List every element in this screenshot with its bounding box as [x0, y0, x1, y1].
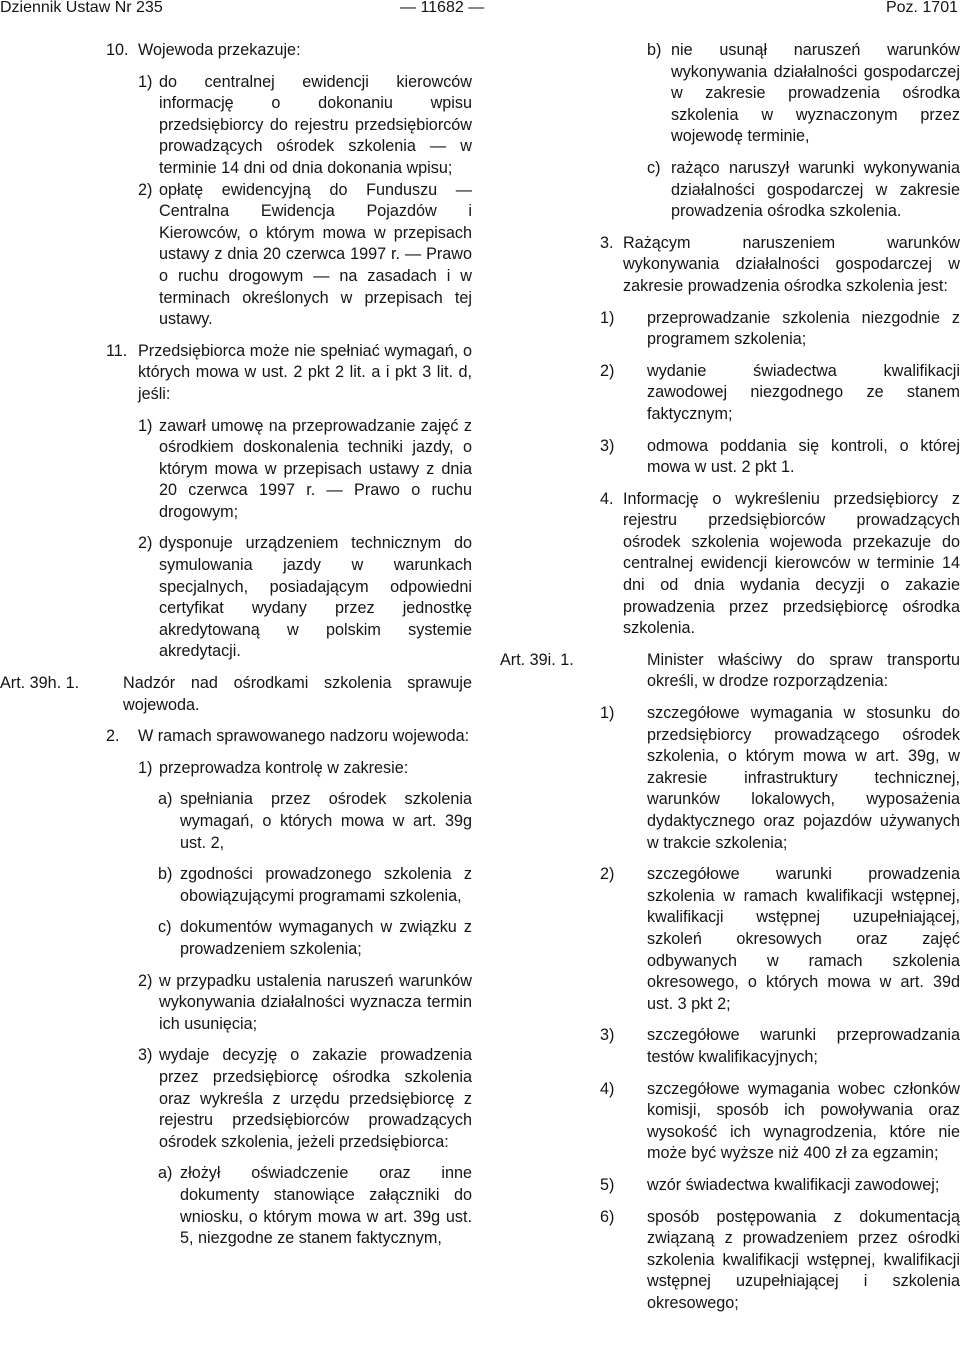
sub-item-label: a) [158, 790, 173, 809]
list-item [524, 1207, 960, 1315]
article-39i-para-1 [500, 650, 960, 693]
right-column [500, 40, 960, 1314]
left-column [0, 40, 472, 1250]
item-label: 2) [138, 180, 153, 199]
paragraph-text: Przedsiębiorca może nie spełniać wymagań, o których mowa w ust. 2 pkt 2 lit. a i pkt 3 lit. d, jeśli: [138, 341, 472, 403]
list-item [524, 308, 960, 351]
item-label: 1) [138, 416, 153, 435]
sub-item [0, 1163, 472, 1249]
article-label: Art. 39h. 1. [0, 674, 80, 693]
journal-title: Dziennik Ustaw Nr 235 [0, 0, 163, 16]
article-39h-para-2 [0, 726, 472, 748]
list-item [0, 758, 472, 780]
page-number: — 11682 — [400, 0, 485, 16]
sub-item-label: c) [647, 158, 661, 177]
item-text: dysponuje urządzeniem technicznym do symulowania jazdy w warunkach specjalnych, posiadającym odpowiedni certyfikat wydany przez jednostkę akredytowaną w polskim systemie akredytacji. [159, 534, 472, 661]
sub-item [0, 789, 472, 854]
sub-item [524, 158, 960, 223]
item-text: szczegółowe wymagania wobec członków komisji, sposób ich powoływania oraz wysokość ich wynagrodzenia, które nie może być wyższe niż 400 zł za egzamin; [647, 1079, 960, 1163]
item-label: 1) [600, 704, 615, 723]
item-label: 1) [600, 308, 615, 327]
item-label: 2) [138, 971, 153, 990]
article-text: Nadzór nad ośrodkami szkolenia sprawuje wojewoda. [123, 674, 472, 714]
list-item [524, 1079, 960, 1165]
paragraph-label: 2. [106, 727, 120, 746]
paragraph-11 [0, 341, 472, 406]
list-item [0, 971, 472, 1036]
item-label: 2) [600, 865, 615, 884]
item-text: zawarł umowę na przeprowadzanie zajęć z ośrodkiem doskonalenia techniki jazdy, o którym mowa w przepisach ustawy z dnia 20 czerwca 1997 r. — Prawo o ruchu drogowym; [159, 416, 472, 521]
list-item [0, 533, 472, 663]
paragraph-text: Informację o wykreśleniu przedsiębiorcy z rejestru przedsiębiorców prowadzących ośrodek szkolenia wojewoda przekazuje do centralnej ewidencji kierowców w terminie 14 dni od dnia wydania decyzji o zakazie prowadzenia przez przedsiębiorcę ośrodka szkolenia. [623, 489, 960, 638]
article-39h-para-1 [0, 673, 472, 716]
list-item [0, 1045, 472, 1153]
item-text: wydanie świadectwa kwalifikacji zawodowej niezgodnego ze stanem faktycznym; [647, 361, 960, 423]
item-label: 1) [138, 72, 153, 91]
item-label: 3) [138, 1046, 153, 1065]
paragraph-label: 11. [106, 341, 128, 360]
paragraph-label: 3. [600, 233, 614, 252]
item-text: przeprowadza kontrolę w zakresie: [159, 758, 409, 777]
sub-item-label: c) [158, 918, 172, 937]
item-label: 3) [600, 1026, 615, 1045]
item-text: wzór świadectwa kwalifikacji zawodowej; [647, 1175, 940, 1194]
item-text: opłatę ewidencyjną do Funduszu — Centralna Ewidencja Pojazdów i Kierowców, o którym mowa w przepisach ustawy z dnia 20 czerwca 1997 r. — Prawo o ruchu drogowym — na zasadach i w terminach określonych w przepisach tej ustawy. [159, 180, 472, 329]
sub-item-text: złożył oświadczenie oraz inne dokumenty stanowiące załączniki do wniosku, o którym mowa w art. 39g ust. 5, niezgodne ze stanem faktycznym, [180, 1164, 472, 1248]
list-item [524, 703, 960, 854]
position-number: Poz. 1701 [885, 0, 958, 16]
item-label: 3) [600, 436, 615, 455]
item-text: do centralnej ewidencji kierowców informację o dokonaniu wpisu przedsiębiorcy do rejestru przedsiębiorców prowadzących ośrodek szkolenia — w terminie 14 dni od dnia dokonania wpisu; [159, 72, 472, 177]
item-text: sposób postępowania z dokumentacją związaną z prowadzeniem przez ośrodki szkolenia kwalifikacji wstępnej, kwalifikacji wstępnej uzupełniającej i szkolenia okresowego; [647, 1207, 960, 1312]
sub-item-text: zgodności prowadzonego szkolenia z obowiązującymi programami szkolenia, [180, 865, 472, 905]
item-text: szczegółowe wymagania w stosunku do przedsiębiorcy prowadzącego ośrodek szkolenia, o którym mowa w art. 39g, w zakresie infrastruktury technicznej, warunków lokalowych, wyposażenia dydaktycznego oraz pojazdów używanych w trakcie szkolenia; [647, 704, 960, 852]
sub-item-text: spełniania przez ośrodek szkolenia wymagań, o których mowa w art. 39g ust. 2, [180, 790, 472, 852]
item-label: 5) [600, 1175, 615, 1194]
list-item [0, 180, 472, 331]
paragraph-10 [0, 40, 472, 62]
paragraph-text: W ramach sprawowanego nadzoru wojewoda: [138, 727, 470, 746]
sub-item-text: dokumentów wymaganych w związku z prowadzeniem szkolenia; [180, 918, 472, 958]
item-text: szczegółowe warunki przeprowadzania testów kwalifikacyjnych; [647, 1026, 960, 1066]
sub-item-text: rażąco naruszył warunki wykonywania działalności gospodarczej w zakresie prowadzenia ośrodka szkolenia. [671, 158, 960, 221]
sub-item [0, 917, 472, 960]
item-text: przeprowadzanie szkolenia niezgodnie z programem szkolenia; [647, 308, 960, 349]
sub-item-label: b) [158, 865, 173, 884]
page-header [0, 0, 960, 16]
list-item [524, 436, 960, 479]
sub-item-label: a) [158, 1164, 173, 1183]
list-item [0, 72, 472, 180]
sub-item-label: b) [647, 41, 662, 59]
list-item [524, 1175, 960, 1197]
sub-item [524, 40, 960, 148]
paragraph-3 [524, 233, 960, 298]
paragraph-4 [524, 489, 960, 640]
sub-item-text: nie usunął naruszeń warunków wykonywania działalności gospodarczej w zakresie prowadzenia ośrodka szkolenia w wyznaczonym przez wojewodę terminie, [671, 41, 960, 146]
item-label: 4) [600, 1079, 615, 1098]
list-item [524, 361, 960, 426]
list-item [0, 416, 472, 524]
item-label: 1) [138, 758, 153, 777]
item-text: odmowa poddania się kontroli, o której mowa w ust. 2 pkt 1. [647, 436, 960, 477]
paragraph-label: 4. [600, 489, 614, 508]
list-item [524, 864, 960, 1015]
item-text: wydaje decyzję o zakazie prowadzenia przez przedsiębiorcę ośrodka szkolenia oraz wykreśla z urzędu przedsiębiorcę z rejestru przedsiębiorców prowadzących ośrodek szkolenia, jeżeli przedsiębiorca: [159, 1046, 472, 1151]
item-label: 6) [600, 1207, 615, 1226]
item-text: szczegółowe warunki prowadzenia szkolenia w ramach kwalifikacji wstępnej, kwalifikacji wstępnej uzupełniającej, szkoleń okresowych oraz zajęć odbywanych w ramach szkolenia okresowego, o których mowa w art. 39d ust. 3 pkt 2; [647, 865, 960, 1013]
paragraph-text: Wojewoda przekazuje: [138, 41, 301, 59]
item-text: w przypadku ustalenia naruszeń warunków wykonywania działalności wyznacza termin ich usunięcia; [159, 971, 472, 1033]
paragraph-label: 10. [106, 41, 129, 59]
paragraph-text: Rażącym naruszeniem warunków wykonywania działalności gospodarczej w zakresie prowadzenia ośrodka szkolenia jest: [623, 233, 960, 295]
item-label: 2) [138, 534, 153, 553]
article-text: Minister właściwy do spraw transportu określi, w drodze rozporządzenia: [647, 650, 960, 691]
list-item [524, 1025, 960, 1068]
item-label: 2) [600, 361, 615, 380]
article-label: Art. 39i. 1. [500, 650, 574, 669]
sub-item [0, 864, 472, 907]
